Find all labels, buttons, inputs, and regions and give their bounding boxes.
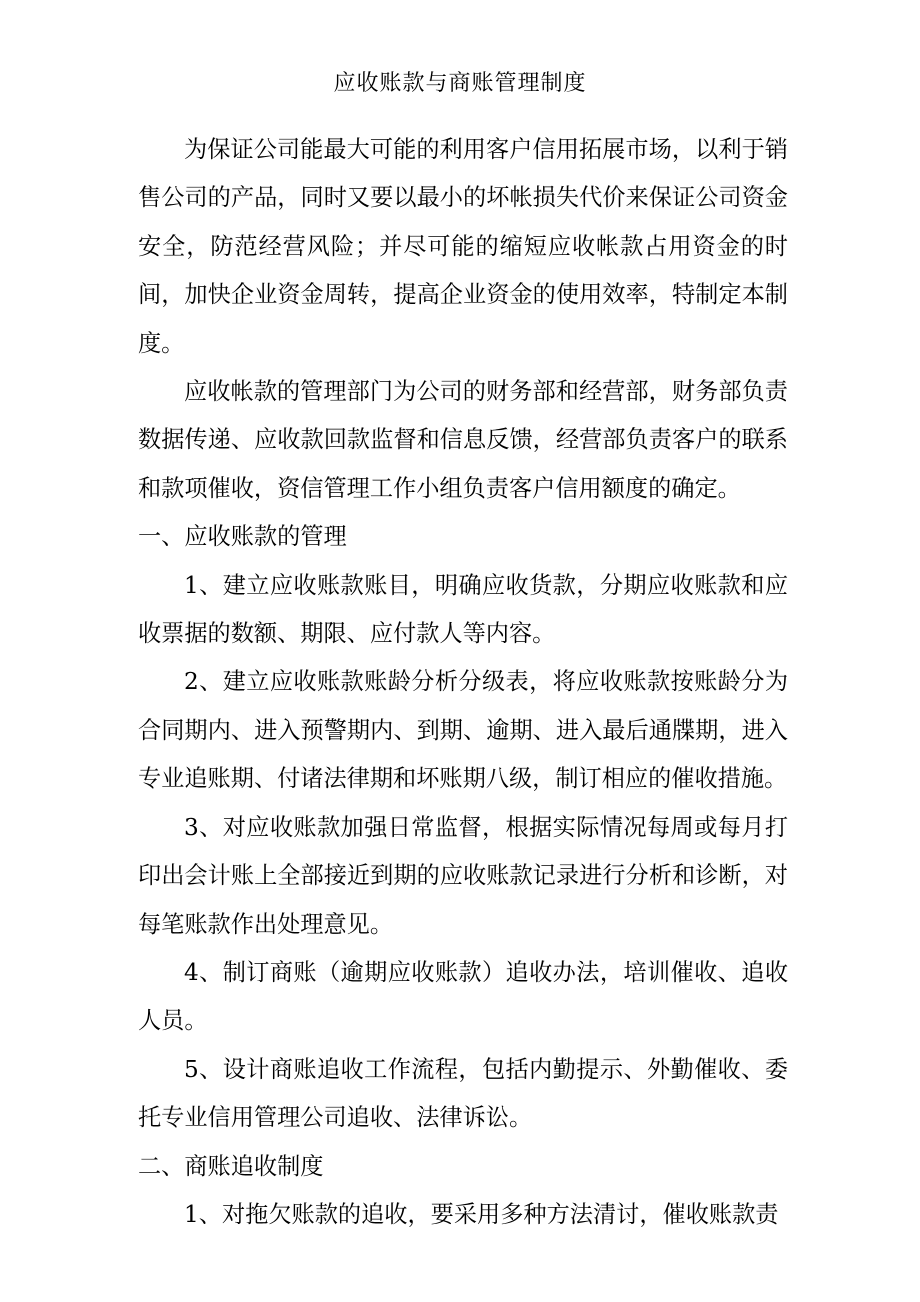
- section-1-heading: 一、应收账款的管理: [138, 523, 347, 551]
- intro-paragraph-1: 为保证公司能最大可能的利用客户信用拓展市场，以利于销售公司的产品，同时又要以最小的坏帐损失代价来保证公司资金安全，防范经营风险；并尽可能的缩短应收帐款占用资金的时间，加快企业资金周转，提高企业资金的使用效率，特制定本制度。: [138, 136, 788, 357]
- section-2-item-1: 1、对拖欠账款的追收，要采用多种方法清讨，催收账款责: [184, 1200, 779, 1228]
- section-2-heading: 二、商账追收制度: [138, 1152, 324, 1180]
- section-1-item-1: 1、建立应收账款账目，明确应收货款，分期应收账款和应收票据的数额、期限、应付款人等内容。: [138, 571, 788, 648]
- section-1-item-5: 5、设计商账追收工作流程，包括内勤提示、外勤催收、委托专业信用管理公司追收、法律诉讼。: [138, 1055, 788, 1132]
- section-1-item-4: 4、制订商账（逾期应收账款）追收办法，培训催收、追收人员。: [138, 958, 788, 1035]
- section-1-item-3: 3、对应收账款加强日常监督，根据实际情况每周或每月打印出会计账上全部接近到期的应收账款记录进行分析和诊断，对每笔账款作出处理意见。: [138, 813, 788, 938]
- document-body: [138, 126, 788, 1239]
- section-1-item-2: 2、建立应收账款账龄分析分级表，将应收账款按账龄分为合同期内、进入预警期内、到期、逾期、进入最后通牒期，进入专业追账期、付诸法律期和坏账期八级，制订相应的催收措施。: [138, 668, 788, 793]
- document-title: 应收账款与商账管理制度: [333, 71, 587, 96]
- intro-paragraph-2: 应收帐款的管理部门为公司的财务部和经营部，财务部负责数据传递、应收款回款监督和信息反馈，经营部负责客户的联系和款项催收，资信管理工作小组负责客户信用额度的确定。: [138, 378, 788, 502]
